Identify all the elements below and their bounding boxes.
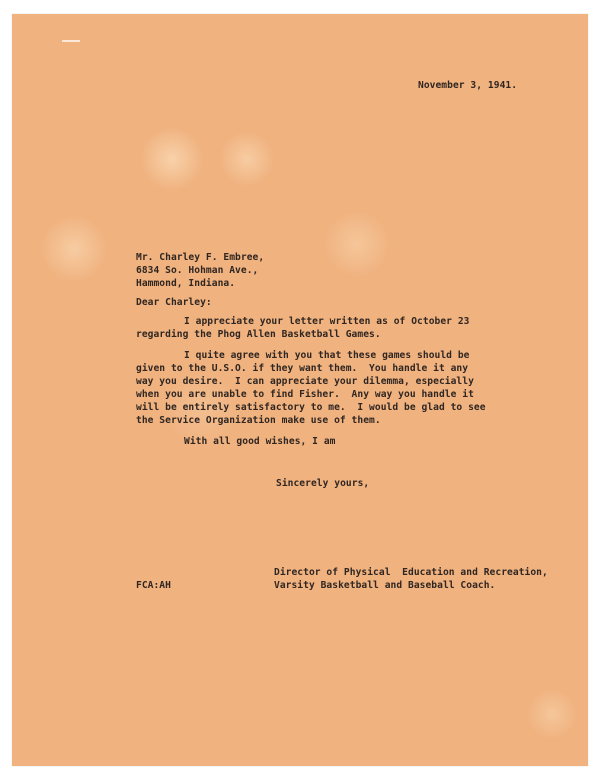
signatory-title-line: Varsity Basketball and Baseball Coach. (274, 580, 496, 591)
closing-line: With all good wishes, I am (184, 436, 336, 447)
paragraph-1-line: I appreciate your letter written as of October 23 (184, 316, 470, 327)
paragraph-2-line: way you desire. I can appreciate your dilemma, especially (136, 376, 474, 387)
paragraph-2-line: will be entirely satisfactory to me. I would be glad to see (136, 402, 486, 413)
letter-date: November 3, 1941. (418, 80, 518, 91)
recipient-street: 6834 So. Hohman Ave., (136, 265, 259, 276)
paragraph-2-line: given to the U.S.O. if they want them. You handle it any (136, 363, 469, 374)
salutation: Dear Charley: (136, 297, 212, 308)
paragraph-2-line: the Service Organization make use of them. (136, 415, 381, 426)
sign-off: Sincerely yours, (276, 478, 370, 489)
typist-initials: FCA:AH (136, 580, 171, 591)
paragraph-2-line: I quite agree with you that these games should be (184, 350, 470, 361)
recipient-city: Hammond, Indiana. (136, 278, 236, 289)
recipient-name: Mr. Charley F. Embree, (136, 252, 265, 263)
signatory-title-line: Director of Physical Education and Recreation, (274, 567, 548, 578)
paragraph-1-line: regarding the Phog Allen Basketball Games. (136, 329, 381, 340)
paper-mark (62, 40, 80, 42)
paragraph-2-line: when you are unable to find Fisher. Any way you handle it (136, 389, 474, 400)
